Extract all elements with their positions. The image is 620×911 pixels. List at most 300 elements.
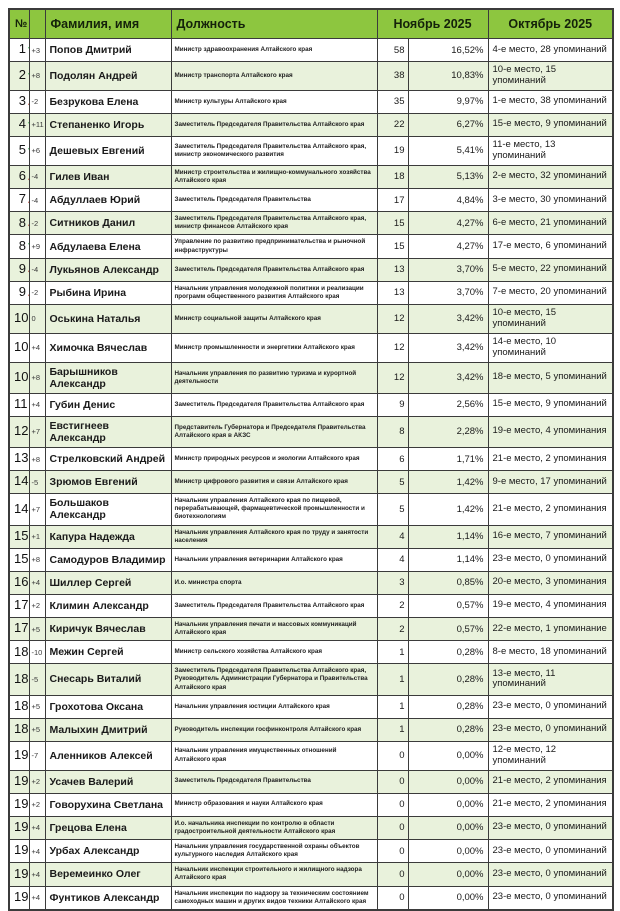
rank-cell — [9, 525, 29, 548]
november-mentions-count: 0 — [377, 863, 408, 886]
november-mentions-percent: 0,00% — [408, 741, 488, 770]
person-name: Степаненко Игорь — [45, 113, 171, 136]
rank-number: 9 — [18, 261, 26, 277]
rank-number: 18 — [14, 643, 29, 659]
rank-change: +4 — [29, 393, 45, 416]
table-row — [9, 212, 613, 235]
rank-cell — [9, 695, 29, 718]
rank-number: 18 — [14, 670, 29, 686]
person-name: Дешевых Евгений — [45, 136, 171, 165]
person-position: Начальник управления ветеринарии Алтайского края — [171, 548, 377, 571]
table-row — [9, 839, 613, 862]
person-position: Начальник управления Алтайского края по труду и занятости населения — [171, 525, 377, 548]
rank-change: -5 — [29, 664, 45, 696]
october-result: 19-е место, 4 упоминания — [488, 416, 613, 447]
october-result: 21-е место, 2 упоминания — [488, 793, 613, 816]
person-position: Начальник управления Алтайского края по пищевой, перерабатывающей, фармацевтической промышленности и биотехнологиям — [171, 494, 377, 526]
person-position: Заместитель Председателя Правительства Алтайского края, Руководитель Администрации Губернатора и Правительства Алтайского края — [171, 664, 377, 696]
october-result: 13-е место, 11 упоминаний — [488, 664, 613, 696]
november-mentions-count: 4 — [377, 548, 408, 571]
october-result: 4-е место, 28 упоминаний — [488, 39, 613, 62]
rank-change: +7 — [29, 494, 45, 526]
rank-number: 13 — [14, 450, 29, 466]
rank-cell — [9, 448, 29, 471]
november-mentions-percent: 0,57% — [408, 617, 488, 640]
table-row — [9, 816, 613, 839]
october-result: 23-е место, 0 упоминаний — [488, 548, 613, 571]
october-result: 2-е место, 32 упоминаний — [488, 165, 613, 188]
november-mentions-count: 5 — [377, 471, 408, 494]
person-name: Зрюмов Евгений — [45, 471, 171, 494]
rank-number: 17 — [14, 620, 29, 636]
rank-cell — [9, 594, 29, 617]
october-result: 23-е место, 0 упоминаний — [488, 886, 613, 910]
november-mentions-percent: 1,71% — [408, 448, 488, 471]
november-mentions-percent: 16,52% — [408, 39, 488, 62]
rank-cell — [9, 165, 29, 188]
november-mentions-percent: 3,70% — [408, 281, 488, 304]
rank-cell — [9, 793, 29, 816]
person-name: Стрелковский Андрей — [45, 448, 171, 471]
november-mentions-percent: 1,14% — [408, 548, 488, 571]
person-position: Представитель Губернатора и Председателя Правительства Алтайского края в АКЗС — [171, 416, 377, 447]
november-mentions-count: 22 — [377, 113, 408, 136]
person-name: Климин Александр — [45, 594, 171, 617]
table-row — [9, 258, 613, 281]
november-mentions-percent: 4,27% — [408, 212, 488, 235]
rank-change: +11 — [29, 113, 45, 136]
november-mentions-percent: 1,42% — [408, 471, 488, 494]
november-mentions-percent: 0,00% — [408, 770, 488, 793]
november-mentions-percent: 0,28% — [408, 695, 488, 718]
rank-change: +8 — [29, 448, 45, 471]
table-row — [9, 333, 613, 362]
rank-change: +4 — [29, 839, 45, 862]
november-mentions-percent: 0,00% — [408, 863, 488, 886]
rank-number: 2 — [18, 67, 26, 83]
table-row — [9, 793, 613, 816]
table-row — [9, 525, 613, 548]
rank-cell — [9, 305, 29, 334]
person-name: Говорухина Светлана — [45, 793, 171, 816]
november-mentions-percent: 3,42% — [408, 362, 488, 393]
person-position: Начальник инспекции по надзору за техническим состоянием самоходных машин и других видов техники Алтайского края — [171, 886, 377, 910]
october-result: 18-е место, 5 упоминаний — [488, 362, 613, 393]
table-row — [9, 695, 613, 718]
november-mentions-count: 19 — [377, 136, 408, 165]
person-position: Министр строительства и жилищно-коммунального хозяйства Алтайского края — [171, 165, 377, 188]
rank-number: 11 — [14, 396, 28, 412]
table-row — [9, 235, 613, 258]
november-mentions-percent: 3,70% — [408, 258, 488, 281]
person-position: Заместитель Председателя Правительства — [171, 770, 377, 793]
rank-number: 19 — [14, 795, 29, 811]
rank-change: -2 — [29, 281, 45, 304]
november-mentions-count: 12 — [377, 362, 408, 393]
october-result: 11-е место, 13 упоминаний — [488, 136, 613, 165]
person-name: Попов Дмитрий — [45, 39, 171, 62]
person-name: Малыхин Дмитрий — [45, 718, 171, 741]
person-name: Самодуров Владимир — [45, 548, 171, 571]
rank-number: 4 — [18, 116, 26, 132]
table-row — [9, 718, 613, 741]
table-row — [9, 113, 613, 136]
person-name: Барышников Александр — [45, 362, 171, 393]
october-result: 6-е место, 21 упоминаний — [488, 212, 613, 235]
rank-change: +4 — [29, 571, 45, 594]
october-result: 20-е место, 3 упоминания — [488, 571, 613, 594]
rank-number: 19 — [14, 889, 29, 905]
rank-cell — [9, 471, 29, 494]
october-result: 1-е место, 38 упоминаний — [488, 90, 613, 113]
person-position: Министр здравоохранения Алтайского края — [171, 39, 377, 62]
table-row — [9, 886, 613, 910]
person-position: Министр промышленности и энергетики Алтайского края — [171, 333, 377, 362]
november-mentions-percent: 6,27% — [408, 113, 488, 136]
person-position: Министр культуры Алтайского края — [171, 90, 377, 113]
october-result: 21-е место, 2 упоминания — [488, 494, 613, 526]
rank-change: +9 — [29, 235, 45, 258]
person-name: Грецова Елена — [45, 816, 171, 839]
rank-cell — [9, 839, 29, 862]
column-header-october: Октябрь 2025 — [488, 9, 613, 39]
person-position: Министр социальной защиты Алтайского края — [171, 305, 377, 334]
october-result: 21-е место, 2 упоминания — [488, 448, 613, 471]
october-result: 5-е место, 22 упоминаний — [488, 258, 613, 281]
november-mentions-percent: 5,13% — [408, 165, 488, 188]
rank-change: +2 — [29, 793, 45, 816]
october-result: 8-е место, 18 упоминаний — [488, 641, 613, 664]
rank-cell — [9, 39, 29, 62]
person-position: Начальник управления юстиции Алтайского края — [171, 695, 377, 718]
person-name: Абдуллаев Юрий — [45, 189, 171, 212]
november-mentions-count: 8 — [377, 416, 408, 447]
rank-change: 0 — [29, 305, 45, 334]
table-row — [9, 305, 613, 334]
table-row — [9, 548, 613, 571]
rank-cell — [9, 113, 29, 136]
november-mentions-count: 6 — [377, 448, 408, 471]
november-mentions-percent: 0,57% — [408, 594, 488, 617]
november-mentions-count: 0 — [377, 741, 408, 770]
rank-cell — [9, 258, 29, 281]
person-name: Гилев Иван — [45, 165, 171, 188]
rank-cell — [9, 362, 29, 393]
november-mentions-count: 2 — [377, 594, 408, 617]
rank-number: 19 — [14, 819, 29, 835]
november-mentions-count: 1 — [377, 641, 408, 664]
rank-cell — [9, 62, 29, 91]
rank-cell — [9, 281, 29, 304]
rank-change: -4 — [29, 165, 45, 188]
rank-cell — [9, 641, 29, 664]
table-row — [9, 494, 613, 526]
rank-change: +2 — [29, 770, 45, 793]
october-result: 12-е место, 12 упоминаний — [488, 741, 613, 770]
table-row — [9, 39, 613, 62]
november-mentions-count: 0 — [377, 839, 408, 862]
november-mentions-percent: 2,28% — [408, 416, 488, 447]
table-row — [9, 136, 613, 165]
rank-number: 15 — [14, 527, 29, 543]
rank-cell — [9, 664, 29, 696]
person-position: Управление по развитию предпринимательства и рыночной инфраструктуры — [171, 235, 377, 258]
november-mentions-percent: 0,00% — [408, 793, 488, 816]
person-position: Начальник управления печати и массовых коммуникаций Алтайского края — [171, 617, 377, 640]
rank-number: 8 — [18, 237, 26, 253]
person-name: Рыбина Ирина — [45, 281, 171, 304]
rank-change: +3 — [29, 39, 45, 62]
october-result: 15-е место, 9 упоминаний — [488, 393, 613, 416]
rank-number: 16 — [14, 574, 29, 590]
november-mentions-percent: 0,85% — [408, 571, 488, 594]
november-mentions-percent: 9,97% — [408, 90, 488, 113]
rank-change: +4 — [29, 816, 45, 839]
october-result: 10-е место, 15 упоминаний — [488, 305, 613, 334]
october-result: 22-е место, 1 упоминание — [488, 617, 613, 640]
rank-change: +8 — [29, 62, 45, 91]
november-mentions-count: 13 — [377, 258, 408, 281]
table-row — [9, 281, 613, 304]
october-result: 9-е место, 17 упоминаний — [488, 471, 613, 494]
october-result: 14-е место, 10 упоминаний — [488, 333, 613, 362]
column-header-number: № — [9, 9, 29, 39]
person-name: Губин Денис — [45, 393, 171, 416]
person-position: И.о. начальника инспекции по контролю в области градостроительной деятельности Алтайского края — [171, 816, 377, 839]
november-mentions-count: 58 — [377, 39, 408, 62]
rank-number: 1 — [18, 41, 26, 57]
person-name: Ситников Данил — [45, 212, 171, 235]
column-header-name: Фамилия, имя — [45, 9, 171, 39]
person-position: Министр цифрового развития и связи Алтайского края — [171, 471, 377, 494]
person-name: Евстигнеев Александр — [45, 416, 171, 447]
rank-number: 3 — [18, 93, 26, 109]
rank-cell — [9, 816, 29, 839]
person-position: Заместитель Председателя Правительства Алтайского края, министр финансов Алтайского края — [171, 212, 377, 235]
november-mentions-percent: 0,28% — [408, 664, 488, 696]
rank-change: +8 — [29, 548, 45, 571]
november-mentions-percent: 0,28% — [408, 641, 488, 664]
november-mentions-percent: 4,84% — [408, 189, 488, 212]
rank-cell — [9, 548, 29, 571]
october-result: 23-е место, 0 упоминаний — [488, 718, 613, 741]
rank-change: +5 — [29, 718, 45, 741]
october-result: 17-е место, 6 упоминаний — [488, 235, 613, 258]
november-mentions-count: 35 — [377, 90, 408, 113]
table-row — [9, 664, 613, 696]
rank-change: +4 — [29, 886, 45, 910]
rank-change: +5 — [29, 617, 45, 640]
person-name: Фунтиков Александр — [45, 886, 171, 910]
person-position: Заместитель Председателя Правительства Алтайского края — [171, 258, 377, 281]
person-position: Министр природных ресурсов и экологии Алтайского края — [171, 448, 377, 471]
rank-number: 19 — [14, 865, 29, 881]
table-row — [9, 471, 613, 494]
rank-number: 12 — [14, 423, 29, 439]
november-mentions-count: 38 — [377, 62, 408, 91]
person-name: Подолян Андрей — [45, 62, 171, 91]
rank-cell — [9, 718, 29, 741]
person-position: Начальник управления государственной охраны объектов культурного наследия Алтайского края — [171, 839, 377, 862]
rank-number: 10 — [14, 339, 29, 355]
table-row — [9, 393, 613, 416]
rank-change: +5 — [29, 695, 45, 718]
person-name: Оськина Наталья — [45, 305, 171, 334]
table-row — [9, 165, 613, 188]
rank-cell — [9, 886, 29, 910]
october-result: 23-е место, 0 упоминаний — [488, 695, 613, 718]
person-position: Министр сельского хозяйства Алтайского края — [171, 641, 377, 664]
rank-number: 15 — [14, 551, 29, 567]
rank-cell — [9, 333, 29, 362]
person-name: Лукьянов Александр — [45, 258, 171, 281]
october-result: 7-е место, 20 упоминаний — [488, 281, 613, 304]
person-position: Начальник инспекции строительного и жилищного надзора Алтайского края — [171, 863, 377, 886]
november-mentions-count: 15 — [377, 235, 408, 258]
october-result: 23-е место, 0 упоминаний — [488, 863, 613, 886]
rank-cell — [9, 136, 29, 165]
column-header-position: Должность — [171, 9, 377, 39]
november-mentions-percent: 0,00% — [408, 816, 488, 839]
rank-cell — [9, 863, 29, 886]
rank-cell — [9, 212, 29, 235]
october-result: 3-е место, 30 упоминаний — [488, 189, 613, 212]
person-position: Заместитель Председателя Правительства Алтайского края — [171, 594, 377, 617]
rank-number: 10 — [14, 369, 29, 385]
column-header-change — [29, 9, 45, 39]
november-mentions-count: 17 — [377, 189, 408, 212]
person-name: Усачев Валерий — [45, 770, 171, 793]
table-row — [9, 617, 613, 640]
person-position: Начальник управления по развитию туризма и курортной деятельности — [171, 362, 377, 393]
rank-number: 7 — [18, 191, 26, 207]
november-mentions-count: 9 — [377, 393, 408, 416]
rank-change: +4 — [29, 863, 45, 886]
table-row — [9, 416, 613, 447]
rank-cell — [9, 189, 29, 212]
rank-number: 10 — [14, 310, 29, 326]
person-position: И.о. министра спорта — [171, 571, 377, 594]
person-position: Начальник управления молодежной политики и реализации программ общественного развития Алтайского края — [171, 281, 377, 304]
october-result: 16-е место, 7 упоминаний — [488, 525, 613, 548]
november-mentions-percent: 5,41% — [408, 136, 488, 165]
november-mentions-count: 0 — [377, 793, 408, 816]
november-mentions-percent: 2,56% — [408, 393, 488, 416]
rank-change: -10 — [29, 641, 45, 664]
rank-number: 19 — [14, 772, 29, 788]
rank-number: 19 — [14, 746, 29, 762]
rank-change: +6 — [29, 136, 45, 165]
november-mentions-count: 1 — [377, 664, 408, 696]
october-result: 15-е место, 9 упоминаний — [488, 113, 613, 136]
november-mentions-percent: 4,27% — [408, 235, 488, 258]
person-position: Заместитель Председателя Правительства Алтайского края — [171, 393, 377, 416]
ranking-table — [8, 8, 614, 911]
rank-number: 17 — [14, 597, 29, 613]
person-position: Заместитель Председателя Правительства Алтайского края — [171, 113, 377, 136]
table-row — [9, 770, 613, 793]
ranking-table-body — [9, 39, 613, 910]
column-header-november: Ноябрь 2025 — [377, 9, 488, 39]
rank-change: -4 — [29, 258, 45, 281]
table-row — [9, 571, 613, 594]
rank-number: 19 — [14, 842, 29, 858]
november-mentions-count: 12 — [377, 333, 408, 362]
rank-cell — [9, 770, 29, 793]
rank-change: +1 — [29, 525, 45, 548]
november-mentions-percent: 0,28% — [408, 718, 488, 741]
rank-number: 14 — [14, 473, 29, 489]
rank-number: 18 — [14, 698, 29, 714]
table-row — [9, 741, 613, 770]
rank-cell — [9, 393, 29, 416]
rank-change: +7 — [29, 416, 45, 447]
november-mentions-count: 12 — [377, 305, 408, 334]
table-row — [9, 594, 613, 617]
person-name: Безрукова Елена — [45, 90, 171, 113]
november-mentions-count: 0 — [377, 770, 408, 793]
rank-cell — [9, 741, 29, 770]
rank-number: 14 — [14, 500, 29, 516]
rank-change: +2 — [29, 594, 45, 617]
table-row — [9, 641, 613, 664]
table-header-row — [9, 9, 613, 39]
rank-cell — [9, 235, 29, 258]
person-position: Министр образования и науки Алтайского края — [171, 793, 377, 816]
table-row — [9, 90, 613, 113]
person-name: Большаков Александр — [45, 494, 171, 526]
table-row — [9, 448, 613, 471]
table-row — [9, 189, 613, 212]
person-name: Урбах Александр — [45, 839, 171, 862]
november-mentions-percent: 3,42% — [408, 305, 488, 334]
rank-number: 18 — [14, 721, 29, 737]
person-name: Грохотова Оксана — [45, 695, 171, 718]
october-result: 10-е место, 15 упоминаний — [488, 62, 613, 91]
rank-cell — [9, 416, 29, 447]
rank-change: -4 — [29, 189, 45, 212]
november-mentions-percent: 3,42% — [408, 333, 488, 362]
table-row — [9, 362, 613, 393]
october-result: 21-е место, 2 упоминания — [488, 770, 613, 793]
november-mentions-count: 1 — [377, 718, 408, 741]
november-mentions-percent: 10,83% — [408, 62, 488, 91]
rank-number: 6 — [18, 168, 26, 184]
person-name: Веремеинко Олег — [45, 863, 171, 886]
november-mentions-percent: 0,00% — [408, 886, 488, 910]
rank-cell — [9, 617, 29, 640]
person-name: Шиллер Сергей — [45, 571, 171, 594]
november-mentions-count: 1 — [377, 695, 408, 718]
person-position: Руководитель инспекции госфинконтроля Алтайского края — [171, 718, 377, 741]
october-result: 23-е место, 0 упоминаний — [488, 816, 613, 839]
november-mentions-percent: 1,42% — [408, 494, 488, 526]
rank-number: 9 — [18, 284, 26, 300]
november-mentions-count: 0 — [377, 886, 408, 910]
rank-cell — [9, 90, 29, 113]
november-mentions-count: 2 — [377, 617, 408, 640]
october-result: 23-е место, 0 упоминаний — [488, 839, 613, 862]
person-position: Заместитель Председателя Правительства Алтайского края, министр экономического развития — [171, 136, 377, 165]
november-mentions-count: 13 — [377, 281, 408, 304]
october-result: 19-е место, 4 упоминания — [488, 594, 613, 617]
person-name: Межин Сергей — [45, 641, 171, 664]
person-name: Аленников Алексей — [45, 741, 171, 770]
november-mentions-percent: 0,00% — [408, 839, 488, 862]
rank-change: -5 — [29, 471, 45, 494]
rank-change: -2 — [29, 212, 45, 235]
person-name: Абдулаева Елена — [45, 235, 171, 258]
